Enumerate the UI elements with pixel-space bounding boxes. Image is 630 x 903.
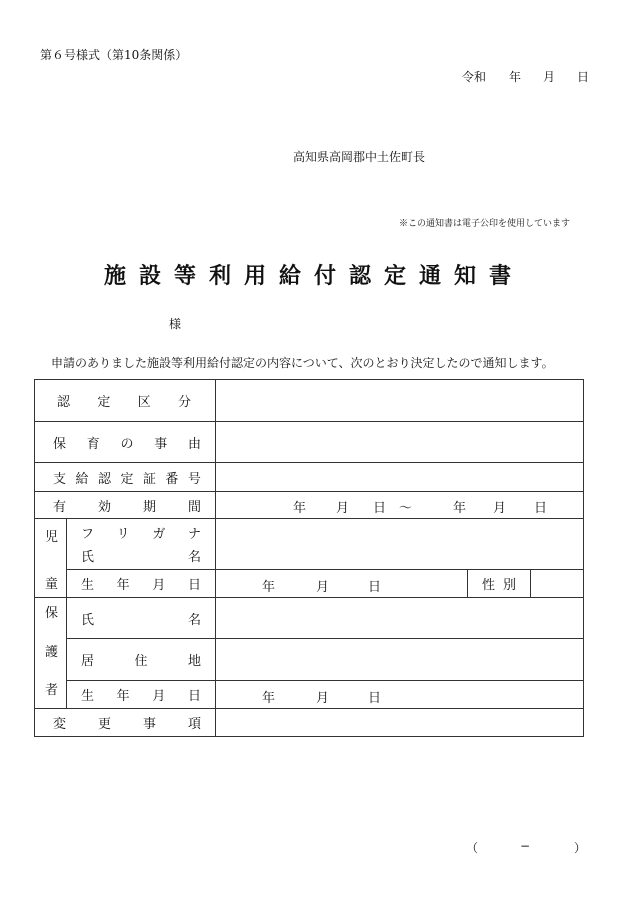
- label-certificate-number-text: [53, 468, 201, 487]
- value-change-items[interactable]: [216, 709, 584, 737]
- label-char: 氏: [81, 550, 95, 565]
- label-char: の: [120, 436, 134, 452]
- label-char: 定: [97, 395, 111, 410]
- label-char: 住: [134, 654, 148, 669]
- label-char: 年: [116, 689, 130, 704]
- addressee-suffix: 様: [169, 317, 182, 331]
- label-char: 由: [187, 436, 201, 452]
- validity-tilde: 〜: [399, 501, 413, 516]
- label-char: 番: [165, 471, 179, 487]
- e-seal-note: ※この通知書は電子公印を使用しています: [399, 219, 571, 229]
- label-change-items-text: [53, 713, 201, 732]
- label-char: 氏: [81, 612, 95, 628]
- label-certification-category: [35, 380, 216, 422]
- label-char: 間: [187, 499, 201, 515]
- label-guardian-group: [35, 598, 67, 709]
- label-char: 月: [152, 578, 166, 593]
- label-care-reason-text: [53, 433, 201, 452]
- label-char: 月: [152, 689, 166, 704]
- label-change-items: [35, 709, 216, 737]
- value-validity-period[interactable]: [216, 492, 584, 519]
- child-birthdate-fields: [216, 576, 467, 595]
- row-guardian-address: [35, 639, 584, 681]
- date-year-label: 年: [509, 70, 522, 84]
- label-guardian-birthdate-text: [81, 685, 201, 704]
- label-char: 証: [142, 471, 156, 487]
- guardian-group-vertical: [35, 598, 66, 708]
- guardian-birthdate-fields: [216, 687, 583, 706]
- row-guardian-name: [35, 598, 584, 639]
- validity-year2: 年: [453, 501, 467, 516]
- label-char: 居: [81, 654, 95, 669]
- label-validity-period-text: [53, 496, 201, 515]
- value-guardian-name[interactable]: [216, 598, 584, 639]
- label-child-birthdate: [67, 570, 216, 598]
- label-char: 保: [53, 436, 67, 452]
- row-child-name: [35, 519, 584, 570]
- document-title: 施設等利用給付認定通知書: [104, 263, 525, 289]
- label-char: 効: [97, 499, 111, 515]
- label-guardian-name: [67, 598, 216, 639]
- value-certification-category[interactable]: [216, 380, 584, 422]
- guardian-birth-day: 日: [368, 690, 382, 706]
- validity-period-fields: [216, 497, 583, 516]
- label-guardian-name-text: [81, 609, 201, 628]
- guardian-group-char-2: 護: [45, 645, 59, 660]
- date-month-label: 月: [543, 70, 556, 84]
- child-group-char-2: 童: [45, 577, 59, 592]
- label-care-reason: [35, 422, 216, 463]
- label-char: リ: [116, 527, 130, 542]
- validity-month2: 月: [493, 501, 507, 516]
- label-certification-category-text: [57, 391, 191, 410]
- label-char: 分: [177, 395, 191, 410]
- label-char: 認: [97, 471, 111, 487]
- label-guardian-address: [67, 639, 216, 681]
- label-child-gender: [468, 570, 531, 598]
- label-validity-period: [35, 492, 216, 519]
- label-char: 期: [142, 499, 156, 515]
- label-char: 日: [187, 689, 201, 704]
- label-char: 事: [154, 436, 168, 452]
- label-child-birthdate-text: [81, 574, 201, 593]
- guardian-group-char-3: 者: [45, 683, 59, 698]
- label-char: 地: [187, 654, 201, 669]
- label-char: 生: [81, 578, 95, 593]
- label-char: ガ: [152, 527, 166, 542]
- label-certificate-number: [35, 463, 216, 492]
- label-char: 事: [142, 717, 156, 732]
- label-char: 別: [502, 578, 516, 593]
- label-char: 性: [482, 578, 496, 593]
- validity-year1: 年: [293, 501, 307, 516]
- child-birth-day: 日: [368, 579, 382, 595]
- label-child-furigana: [81, 523, 201, 542]
- row-care-reason: [35, 422, 584, 463]
- row-change-items: [35, 709, 584, 737]
- child-birth-year: 年: [262, 579, 276, 595]
- value-guardian-address[interactable]: [216, 639, 584, 681]
- label-guardian-birthdate: [67, 681, 216, 709]
- guardian-birth-month: 月: [316, 690, 330, 706]
- value-child-name[interactable]: [216, 519, 584, 570]
- label-char: 日: [187, 578, 201, 593]
- row-certificate-number: [35, 463, 584, 492]
- date-day-label: 日: [577, 70, 590, 84]
- validity-day2: 日: [534, 501, 548, 516]
- row-certification-category: [35, 380, 584, 422]
- label-child-gender-text: [482, 574, 516, 593]
- child-birth-month: 月: [316, 579, 330, 595]
- label-char: 変: [53, 717, 67, 732]
- label-child-name: [81, 546, 201, 565]
- certification-table: [34, 379, 584, 737]
- label-char: 支: [53, 471, 67, 487]
- child-group-char-1: 児: [45, 530, 59, 545]
- value-certificate-number[interactable]: [216, 463, 584, 492]
- validity-month1: 月: [336, 501, 350, 516]
- value-guardian-birthdate[interactable]: [216, 681, 584, 709]
- label-char: 名: [187, 550, 201, 565]
- footer-close-paren: ）: [574, 841, 587, 855]
- form-number: 第６号様式（第10条関係）: [40, 48, 188, 62]
- footer-open-paren: （: [466, 841, 479, 855]
- label-char: 年: [116, 578, 130, 593]
- date-era: 令和: [462, 70, 487, 84]
- intro-text: 申請のありました施設等利用給付認定の内容について、次のとおり決定したので通知します。: [51, 356, 554, 370]
- label-char: 育: [86, 436, 100, 452]
- label-char: 項: [187, 717, 201, 732]
- label-char: 更: [97, 717, 111, 732]
- label-char: 給: [75, 471, 89, 487]
- label-char: 有: [53, 499, 67, 515]
- child-group-vertical: [35, 522, 66, 594]
- label-char: 認: [57, 395, 71, 410]
- row-validity-period: [35, 492, 584, 519]
- value-child-gender[interactable]: [531, 570, 584, 598]
- row-child-birthdate: [35, 570, 584, 598]
- value-care-reason[interactable]: [216, 422, 584, 463]
- issuer: 高知県高岡郡中土佐町長: [293, 150, 426, 164]
- label-char: フ: [81, 527, 95, 542]
- label-char: 定: [120, 471, 134, 487]
- label-child-furigana-name: [67, 519, 216, 570]
- guardian-birth-year: 年: [262, 690, 276, 706]
- guardian-group-char-1: 保: [45, 606, 59, 621]
- value-child-birthdate[interactable]: [216, 570, 468, 598]
- label-guardian-address-text: [81, 650, 201, 669]
- label-char: ナ: [187, 527, 201, 542]
- validity-day1: 日: [373, 501, 387, 516]
- row-guardian-birthdate: [35, 681, 584, 709]
- label-char: 生: [81, 689, 95, 704]
- label-char: 区: [137, 395, 151, 410]
- footer-dash: −: [520, 839, 531, 853]
- label-char: 号: [187, 471, 201, 487]
- label-child-group: [35, 519, 67, 598]
- label-char: 名: [187, 612, 201, 628]
